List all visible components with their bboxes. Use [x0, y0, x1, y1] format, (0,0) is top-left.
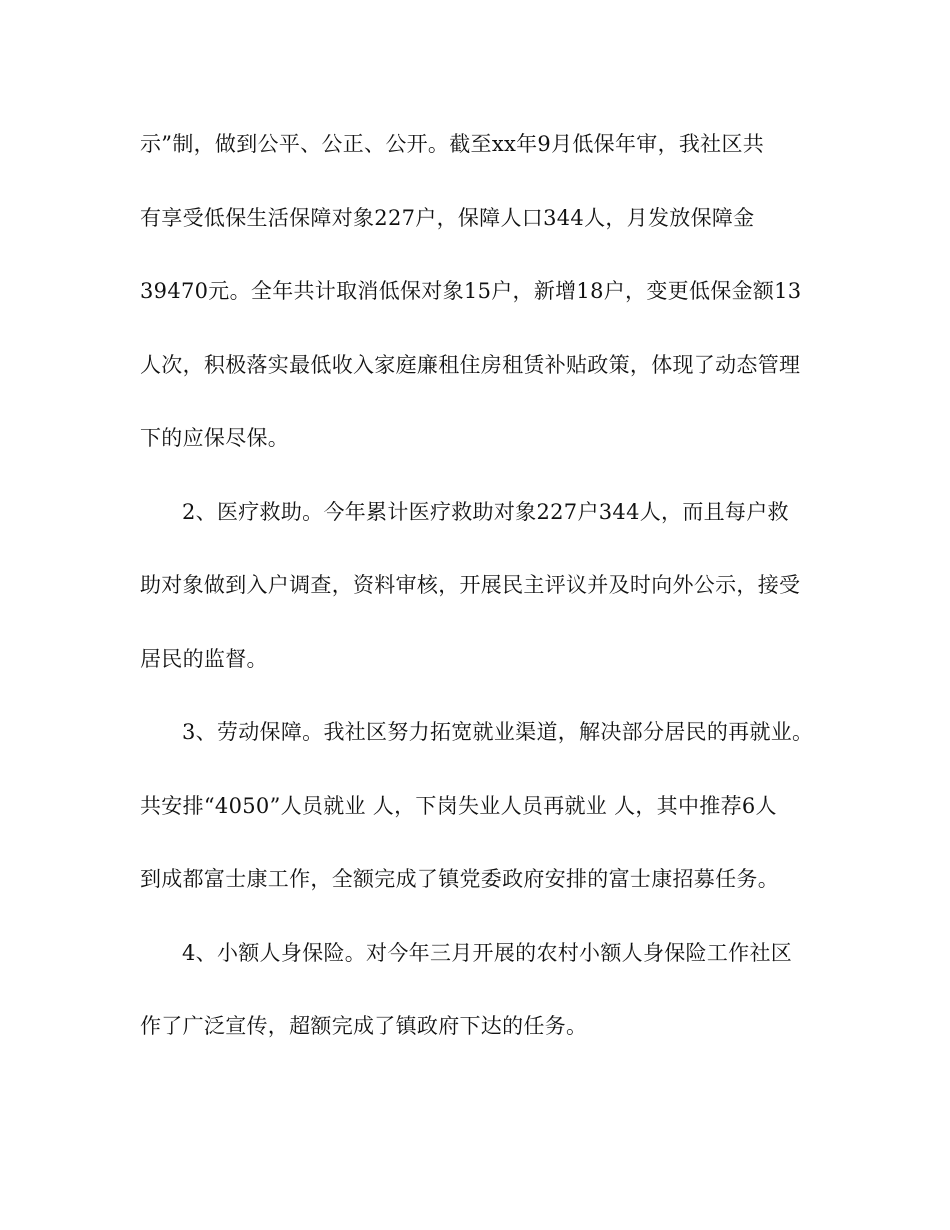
- section-heading-line: 3、劳动保障。我社区努力拓宽就业渠道，解决部分居民的再就业。: [182, 720, 814, 744]
- body-text: [140, 124, 830, 1080]
- text-line: 39470元。全年共计取消低保对象15户，新增18户，变更低保金额13: [140, 279, 802, 303]
- text-line: 共安排“4050”人员就业 人，下岗失业人员再就业 人，其中推荐6人: [140, 793, 777, 818]
- text-line: 到成都富士康工作，全额完成了镇党委政府安排的富士康招募任务。: [140, 867, 779, 891]
- text-line: 居民的监督。: [140, 646, 268, 671]
- text-line: 有享受低保生活保障对象227户，保障人口344人，月发放保障金: [140, 205, 755, 230]
- section-heading-line: 4、小额人身保险。对今年三月开展的农村小额人身保险工作社区: [182, 940, 793, 965]
- text-line: 作了广泛宣传，超额完成了镇政府下达的任务。: [140, 1014, 588, 1038]
- section-heading-line: 2、医疗救助。今年累计医疗救助对象227户344人，而且每户救: [182, 499, 789, 524]
- text-line: 助对象做到入户调查，资料审核，开展民主评议并及时向外公示，接受: [140, 573, 801, 597]
- text-line: 示”制，做到公平、公正、公开。截至xx年9月低保年审，我社区共: [140, 132, 765, 156]
- text-line: 人次，积极落实最低收入家庭廉租住房租赁补贴政策，体现了动态管理: [140, 352, 801, 377]
- text-line: 下的应保尽保。: [140, 426, 290, 450]
